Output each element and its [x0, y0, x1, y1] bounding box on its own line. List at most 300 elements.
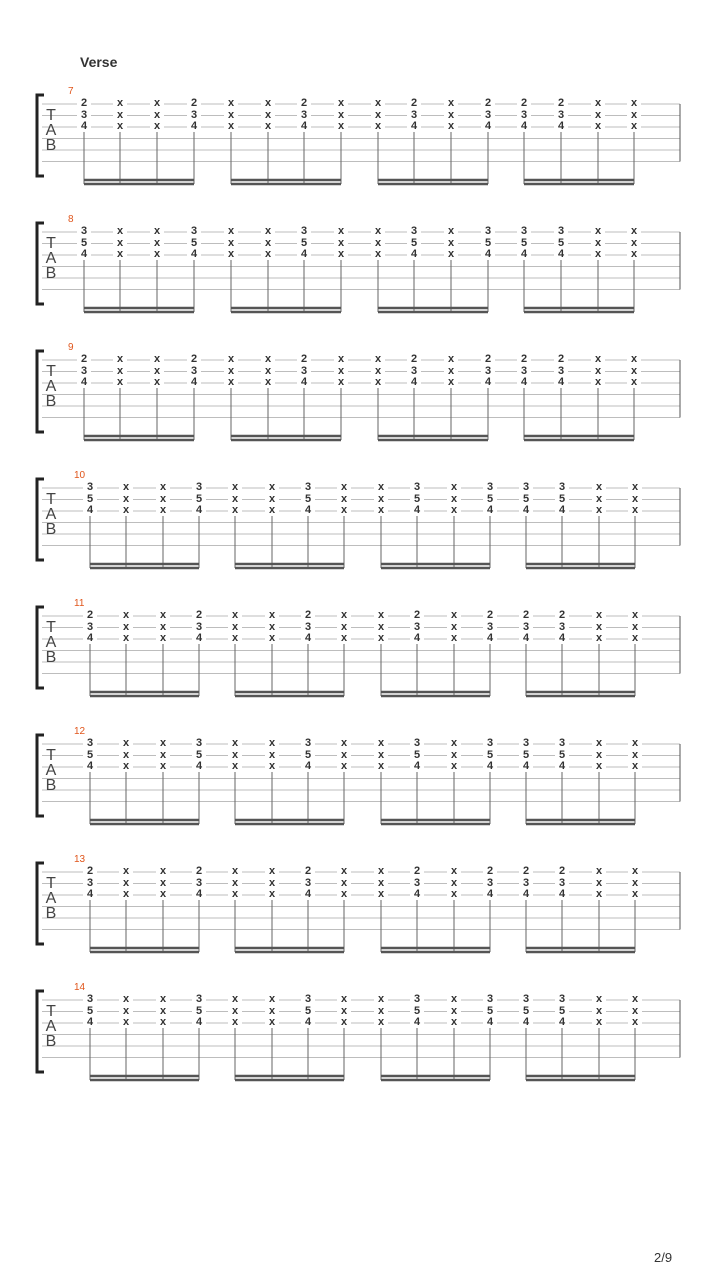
muted-note: x — [261, 354, 275, 365]
fret-number: 4 — [483, 889, 497, 900]
fret-number: 5 — [410, 494, 424, 505]
fret-number: 2 — [555, 610, 569, 621]
muted-note: x — [228, 1006, 242, 1017]
fret-number: 4 — [483, 505, 497, 516]
fret-number: 4 — [301, 761, 315, 772]
fret-number: 4 — [410, 761, 424, 772]
fret-number: 4 — [83, 1017, 97, 1028]
fret-number: 3 — [554, 366, 568, 377]
muted-note: x — [228, 505, 242, 516]
fret-number: 2 — [301, 610, 315, 621]
muted-note: x — [156, 505, 170, 516]
muted-note: x — [119, 633, 133, 644]
muted-note: x — [447, 1017, 461, 1028]
muted-note: x — [265, 1006, 279, 1017]
muted-note: x — [444, 354, 458, 365]
staff-graphics — [0, 726, 720, 836]
muted-note: x — [150, 354, 164, 365]
muted-note: x — [447, 1006, 461, 1017]
tab-clef-letter: A — [45, 1018, 57, 1035]
fret-number: 5 — [555, 750, 569, 761]
fret-number: 2 — [83, 610, 97, 621]
muted-note: x — [265, 610, 279, 621]
muted-note: x — [261, 98, 275, 109]
fret-number: 4 — [77, 121, 91, 132]
muted-note: x — [592, 633, 606, 644]
tab-clef-letter: B — [45, 649, 57, 666]
fret-number: 3 — [410, 622, 424, 633]
muted-note: x — [628, 889, 642, 900]
staff-graphics — [0, 86, 720, 196]
muted-note: x — [265, 622, 279, 633]
muted-note: x — [592, 761, 606, 772]
fret-number: 4 — [297, 121, 311, 132]
muted-note: x — [337, 494, 351, 505]
fret-number: 2 — [187, 98, 201, 109]
muted-note: x — [627, 98, 641, 109]
muted-note: x — [374, 866, 388, 877]
fret-number: 3 — [187, 110, 201, 121]
muted-note: x — [337, 622, 351, 633]
muted-note: x — [592, 622, 606, 633]
system-bracket — [37, 479, 44, 560]
muted-note: x — [150, 98, 164, 109]
system-bracket — [37, 991, 44, 1072]
muted-note: x — [628, 994, 642, 1005]
fret-number: 5 — [83, 750, 97, 761]
fret-number: 4 — [519, 505, 533, 516]
fret-number: 3 — [407, 110, 421, 121]
muted-note: x — [592, 738, 606, 749]
muted-note: x — [628, 633, 642, 644]
fret-number: 4 — [517, 377, 531, 388]
fret-number: 4 — [519, 889, 533, 900]
muted-note: x — [371, 366, 385, 377]
muted-note: x — [224, 354, 238, 365]
fret-number: 4 — [83, 889, 97, 900]
muted-note: x — [591, 238, 605, 249]
fret-number: 2 — [554, 98, 568, 109]
muted-note: x — [119, 610, 133, 621]
fret-number: 3 — [297, 226, 311, 237]
fret-number: 3 — [519, 994, 533, 1005]
fret-number: 4 — [410, 889, 424, 900]
staff-graphics — [0, 598, 720, 708]
fret-number: 3 — [192, 622, 206, 633]
fret-number: 2 — [519, 610, 533, 621]
tab-clef-letter: B — [45, 521, 57, 538]
muted-note: x — [119, 750, 133, 761]
muted-note: x — [374, 622, 388, 633]
fret-number: 2 — [407, 354, 421, 365]
fret-number: 4 — [519, 761, 533, 772]
measure-number: 9 — [68, 342, 74, 353]
muted-note: x — [447, 622, 461, 633]
fret-number: 3 — [555, 622, 569, 633]
fret-number: 3 — [83, 994, 97, 1005]
fret-number: 3 — [519, 622, 533, 633]
tab-clef-letter: T — [46, 235, 56, 252]
fret-number: 5 — [410, 750, 424, 761]
muted-note: x — [591, 366, 605, 377]
muted-note: x — [228, 761, 242, 772]
tab-system — [0, 470, 720, 580]
muted-note: x — [444, 366, 458, 377]
muted-note: x — [337, 610, 351, 621]
muted-note: x — [371, 226, 385, 237]
muted-note: x — [334, 249, 348, 260]
fret-number: 3 — [517, 366, 531, 377]
muted-note: x — [113, 226, 127, 237]
muted-note: x — [156, 866, 170, 877]
muted-note: x — [150, 121, 164, 132]
muted-note: x — [265, 482, 279, 493]
muted-note: x — [371, 377, 385, 388]
fret-number: 2 — [192, 866, 206, 877]
fret-number: 3 — [481, 366, 495, 377]
muted-note: x — [591, 354, 605, 365]
tab-clef-letter: A — [45, 890, 57, 907]
muted-note: x — [150, 238, 164, 249]
fret-number: 3 — [407, 366, 421, 377]
fret-number: 3 — [410, 878, 424, 889]
muted-note: x — [628, 622, 642, 633]
muted-note: x — [592, 610, 606, 621]
staff-graphics — [0, 854, 720, 964]
muted-note: x — [156, 761, 170, 772]
muted-note: x — [627, 121, 641, 132]
fret-number: 3 — [301, 878, 315, 889]
muted-note: x — [119, 994, 133, 1005]
muted-note: x — [265, 505, 279, 516]
muted-note: x — [261, 110, 275, 121]
muted-note: x — [228, 610, 242, 621]
fret-number: 5 — [192, 750, 206, 761]
muted-note: x — [592, 866, 606, 877]
muted-note: x — [150, 110, 164, 121]
muted-note: x — [628, 494, 642, 505]
muted-note: x — [261, 249, 275, 260]
muted-note: x — [447, 738, 461, 749]
fret-number: 4 — [555, 1017, 569, 1028]
fret-number: 4 — [554, 377, 568, 388]
muted-note: x — [265, 761, 279, 772]
tab-clef-letter: B — [45, 137, 57, 154]
fret-number: 3 — [555, 878, 569, 889]
muted-note: x — [334, 226, 348, 237]
system-bracket — [37, 863, 44, 944]
fret-number: 3 — [555, 482, 569, 493]
muted-note: x — [113, 249, 127, 260]
muted-note: x — [119, 866, 133, 877]
fret-number: 3 — [301, 622, 315, 633]
fret-number: 3 — [410, 482, 424, 493]
tab-clef-letter: T — [46, 491, 56, 508]
fret-number: 4 — [519, 633, 533, 644]
fret-number: 3 — [483, 994, 497, 1005]
fret-number: 3 — [77, 226, 91, 237]
muted-note: x — [628, 505, 642, 516]
muted-note: x — [334, 98, 348, 109]
fret-number: 5 — [554, 238, 568, 249]
muted-note: x — [119, 1006, 133, 1017]
fret-number: 5 — [519, 494, 533, 505]
measure-number: 14 — [74, 982, 86, 993]
muted-note: x — [371, 354, 385, 365]
muted-note: x — [628, 738, 642, 749]
muted-note: x — [228, 889, 242, 900]
muted-note: x — [627, 377, 641, 388]
muted-note: x — [627, 110, 641, 121]
fret-number: 4 — [483, 1017, 497, 1028]
measure-number: 11 — [74, 598, 85, 609]
fret-number: 3 — [483, 622, 497, 633]
tab-clef-letter: T — [46, 875, 56, 892]
muted-note: x — [156, 622, 170, 633]
muted-note: x — [337, 889, 351, 900]
fret-number: 3 — [481, 110, 495, 121]
tab-clef-letter: A — [45, 506, 57, 523]
muted-note: x — [265, 889, 279, 900]
fret-number: 4 — [192, 633, 206, 644]
muted-note: x — [150, 249, 164, 260]
muted-note: x — [334, 238, 348, 249]
tab-system — [0, 214, 720, 324]
muted-note: x — [113, 121, 127, 132]
fret-number: 3 — [519, 482, 533, 493]
muted-note: x — [447, 994, 461, 1005]
fret-number: 4 — [410, 1017, 424, 1028]
muted-note: x — [156, 610, 170, 621]
fret-number: 3 — [297, 366, 311, 377]
muted-note: x — [374, 494, 388, 505]
muted-note: x — [627, 249, 641, 260]
muted-note: x — [265, 633, 279, 644]
muted-note: x — [374, 633, 388, 644]
fret-number: 2 — [481, 354, 495, 365]
fret-number: 5 — [301, 494, 315, 505]
fret-number: 3 — [483, 878, 497, 889]
muted-note: x — [156, 633, 170, 644]
muted-note: x — [337, 1006, 351, 1017]
fret-number: 4 — [297, 377, 311, 388]
muted-note: x — [374, 878, 388, 889]
fret-number: 2 — [407, 98, 421, 109]
muted-note: x — [265, 738, 279, 749]
tab-clef-letter: T — [46, 1003, 56, 1020]
muted-note: x — [337, 738, 351, 749]
fret-number: 4 — [77, 249, 91, 260]
muted-note: x — [261, 226, 275, 237]
muted-note: x — [371, 249, 385, 260]
fret-number: 2 — [555, 866, 569, 877]
fret-number: 4 — [297, 249, 311, 260]
muted-note: x — [628, 1006, 642, 1017]
tab-system — [0, 982, 720, 1092]
fret-number: 4 — [555, 761, 569, 772]
tab-clef-letter: A — [45, 634, 57, 651]
muted-note: x — [261, 121, 275, 132]
fret-number: 3 — [410, 738, 424, 749]
muted-note: x — [156, 994, 170, 1005]
muted-note: x — [592, 505, 606, 516]
staff-graphics — [0, 982, 720, 1092]
muted-note: x — [224, 249, 238, 260]
muted-note: x — [337, 750, 351, 761]
fret-number: 2 — [192, 610, 206, 621]
muted-note: x — [119, 482, 133, 493]
muted-note: x — [627, 366, 641, 377]
muted-note: x — [628, 866, 642, 877]
muted-note: x — [337, 1017, 351, 1028]
muted-note: x — [374, 738, 388, 749]
fret-number: 5 — [483, 750, 497, 761]
fret-number: 4 — [192, 505, 206, 516]
fret-number: 2 — [83, 866, 97, 877]
muted-note: x — [591, 98, 605, 109]
muted-note: x — [591, 249, 605, 260]
fret-number: 4 — [410, 505, 424, 516]
fret-number: 2 — [483, 866, 497, 877]
fret-number: 2 — [410, 610, 424, 621]
fret-number: 4 — [187, 249, 201, 260]
fret-number: 2 — [481, 98, 495, 109]
muted-note: x — [371, 238, 385, 249]
tab-clef-letter: B — [45, 905, 57, 922]
tab-clef-letter: A — [45, 250, 57, 267]
muted-note: x — [447, 494, 461, 505]
fret-number: 4 — [192, 889, 206, 900]
muted-note: x — [337, 505, 351, 516]
muted-note: x — [592, 1017, 606, 1028]
muted-note: x — [447, 866, 461, 877]
measure-number: 10 — [74, 470, 86, 481]
fret-number: 2 — [410, 866, 424, 877]
fret-number: 5 — [192, 494, 206, 505]
muted-note: x — [119, 878, 133, 889]
fret-number: 3 — [517, 226, 531, 237]
fret-number: 2 — [517, 354, 531, 365]
fret-number: 2 — [77, 354, 91, 365]
fret-number: 4 — [301, 889, 315, 900]
fret-number: 2 — [519, 866, 533, 877]
muted-note: x — [374, 1006, 388, 1017]
fret-number: 5 — [519, 750, 533, 761]
fret-number: 2 — [301, 866, 315, 877]
muted-note: x — [228, 633, 242, 644]
muted-note: x — [113, 366, 127, 377]
muted-note: x — [592, 994, 606, 1005]
muted-note: x — [592, 1006, 606, 1017]
fret-number: 4 — [483, 761, 497, 772]
muted-note: x — [447, 761, 461, 772]
muted-note: x — [447, 878, 461, 889]
muted-note: x — [592, 494, 606, 505]
muted-note: x — [113, 98, 127, 109]
fret-number: 3 — [192, 878, 206, 889]
tab-clef-letter: B — [45, 393, 57, 410]
muted-note: x — [156, 738, 170, 749]
fret-number: 3 — [555, 994, 569, 1005]
muted-note: x — [334, 366, 348, 377]
muted-note: x — [447, 610, 461, 621]
fret-number: 2 — [554, 354, 568, 365]
fret-number: 5 — [83, 494, 97, 505]
muted-note: x — [113, 238, 127, 249]
tab-system — [0, 854, 720, 964]
muted-note: x — [265, 994, 279, 1005]
fret-number: 5 — [83, 1006, 97, 1017]
muted-note: x — [628, 761, 642, 772]
muted-note: x — [228, 622, 242, 633]
muted-note: x — [444, 238, 458, 249]
muted-note: x — [113, 110, 127, 121]
fret-number: 5 — [77, 238, 91, 249]
muted-note: x — [447, 750, 461, 761]
muted-note: x — [628, 1017, 642, 1028]
system-bracket — [37, 607, 44, 688]
system-bracket — [37, 735, 44, 816]
fret-number: 3 — [555, 738, 569, 749]
staff-graphics — [0, 342, 720, 452]
muted-note: x — [224, 238, 238, 249]
muted-note: x — [371, 110, 385, 121]
muted-note: x — [627, 238, 641, 249]
tab-clef-letter: A — [45, 762, 57, 779]
system-bracket — [37, 351, 44, 432]
page-number: 2/9 — [654, 1250, 673, 1265]
muted-note: x — [628, 750, 642, 761]
muted-note: x — [156, 1006, 170, 1017]
fret-number: 3 — [517, 110, 531, 121]
fret-number: 5 — [410, 1006, 424, 1017]
fret-number: 5 — [483, 1006, 497, 1017]
fret-number: 3 — [83, 482, 97, 493]
fret-number: 2 — [187, 354, 201, 365]
fret-number: 4 — [555, 889, 569, 900]
tab-clef-letter: B — [45, 1033, 57, 1050]
fret-number: 4 — [83, 633, 97, 644]
muted-note: x — [374, 610, 388, 621]
fret-number: 3 — [554, 110, 568, 121]
muted-note: x — [224, 98, 238, 109]
muted-note: x — [119, 622, 133, 633]
muted-note: x — [265, 750, 279, 761]
fret-number: 3 — [554, 226, 568, 237]
muted-note: x — [371, 98, 385, 109]
fret-number: 5 — [301, 750, 315, 761]
muted-note: x — [374, 761, 388, 772]
muted-note: x — [444, 226, 458, 237]
fret-number: 4 — [77, 377, 91, 388]
fret-number: 5 — [407, 238, 421, 249]
tab-system — [0, 598, 720, 708]
fret-number: 5 — [297, 238, 311, 249]
fret-number: 4 — [407, 121, 421, 132]
muted-note: x — [156, 494, 170, 505]
fret-number: 4 — [555, 505, 569, 516]
fret-number: 3 — [407, 226, 421, 237]
muted-note: x — [228, 994, 242, 1005]
fret-number: 3 — [83, 878, 97, 889]
fret-number: 4 — [519, 1017, 533, 1028]
staff-graphics — [0, 214, 720, 324]
muted-note: x — [228, 750, 242, 761]
muted-note: x — [337, 633, 351, 644]
measure-number: 8 — [68, 214, 74, 225]
tab-clef-letter: B — [45, 265, 57, 282]
muted-note: x — [374, 505, 388, 516]
